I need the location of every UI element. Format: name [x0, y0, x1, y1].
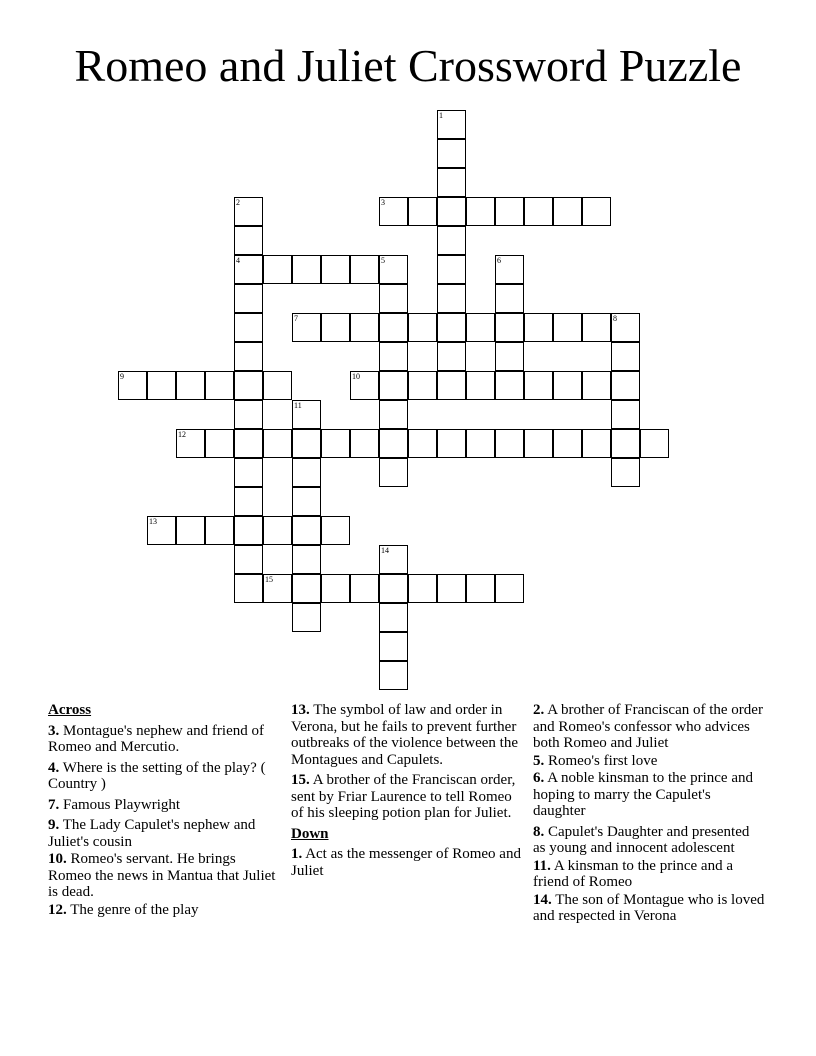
- across-heading: Across: [48, 702, 92, 718]
- clue-text: A noble kinsman to the prince and hoping to marry the Capulet's daughter: [533, 770, 753, 819]
- grid-cell[interactable]: [234, 516, 263, 545]
- across-clue-12: [48, 902, 276, 919]
- clue-text: Capulet's Daughter and presented as young and innocent adolescent: [533, 823, 750, 856]
- grid-cell[interactable]: [437, 139, 466, 168]
- grid-cell[interactable]: [495, 197, 524, 226]
- grid-cell[interactable]: [553, 313, 582, 342]
- grid-cell[interactable]: [234, 284, 263, 313]
- grid-cell[interactable]: [292, 458, 321, 487]
- clue-text: Where is the setting of the play? ( Country ): [48, 759, 266, 792]
- grid-cell[interactable]: [611, 313, 640, 342]
- grid-cell[interactable]: [147, 371, 176, 400]
- grid-cell[interactable]: [176, 371, 205, 400]
- grid-cell[interactable]: [379, 255, 408, 284]
- grid-cell[interactable]: [553, 371, 582, 400]
- grid-cell[interactable]: [234, 226, 263, 255]
- grid-cell[interactable]: [611, 429, 640, 458]
- grid-cell[interactable]: [234, 429, 263, 458]
- clue-number: 12.: [48, 901, 67, 918]
- grid-cell[interactable]: [292, 429, 321, 458]
- cell-number: 12: [178, 430, 186, 439]
- grid-cell[interactable]: [379, 458, 408, 487]
- clue-number: 14.: [533, 891, 552, 908]
- grid-cell[interactable]: [524, 429, 553, 458]
- across-clue-7: [48, 797, 276, 814]
- grid-cell[interactable]: [582, 429, 611, 458]
- grid-cell[interactable]: [234, 487, 263, 516]
- grid-cell[interactable]: [408, 429, 437, 458]
- grid-cell[interactable]: [495, 342, 524, 371]
- clue-text: Famous Playwright: [63, 796, 181, 813]
- grid-cell[interactable]: [263, 574, 292, 603]
- grid-cell[interactable]: [437, 226, 466, 255]
- grid-cell[interactable]: [640, 429, 669, 458]
- grid-cell[interactable]: [611, 400, 640, 429]
- grid-cell[interactable]: [437, 313, 466, 342]
- grid-cell[interactable]: [437, 197, 466, 226]
- grid-cell[interactable]: [553, 429, 582, 458]
- grid-cell[interactable]: [205, 371, 234, 400]
- cell-number: 13: [149, 517, 157, 526]
- clues-column-1: [48, 702, 276, 922]
- clue-text: The Lady Capulet's nephew and Juliet's cousin: [48, 817, 256, 850]
- grid-cell[interactable]: [118, 371, 147, 400]
- grid-cell[interactable]: [350, 255, 379, 284]
- cell-number: 7: [294, 314, 298, 323]
- grid-cell[interactable]: [234, 574, 263, 603]
- grid-cell[interactable]: [292, 255, 321, 284]
- grid-cell[interactable]: [379, 632, 408, 661]
- clue-number: 4.: [48, 759, 60, 776]
- grid-cell[interactable]: [379, 313, 408, 342]
- grid-cell[interactable]: [350, 371, 379, 400]
- grid-cell[interactable]: [524, 197, 553, 226]
- across-clue-15: [291, 772, 521, 822]
- clue-number: 11.: [533, 857, 551, 874]
- clues-column-3: [533, 702, 765, 929]
- clue-text: A brother of Franciscan of the order and Romeo's confessor who advices both Romeo and Juliet: [533, 702, 763, 751]
- grid-cell[interactable]: [495, 255, 524, 284]
- grid-cell[interactable]: [379, 284, 408, 313]
- across-clue-10: [48, 851, 276, 901]
- cell-number: 14: [381, 546, 389, 555]
- clue-number: 3.: [48, 722, 60, 739]
- grid-cell[interactable]: [321, 574, 350, 603]
- grid-cell[interactable]: [495, 284, 524, 313]
- across-clue-4: [48, 760, 276, 793]
- grid-cell[interactable]: [234, 458, 263, 487]
- grid-cell[interactable]: [292, 574, 321, 603]
- clue-text: Montague's nephew and friend of Romeo and Mercutio.: [48, 722, 264, 755]
- down-clue-8: [533, 824, 765, 857]
- clue-text: Romeo's first love: [548, 752, 658, 769]
- grid-cell[interactable]: [437, 110, 466, 139]
- grid-cell[interactable]: [379, 603, 408, 632]
- clue-number: 7.: [48, 796, 60, 813]
- down-clue-5: [533, 753, 765, 770]
- down-clue-2: [533, 702, 765, 752]
- grid-cell[interactable]: [437, 429, 466, 458]
- cell-number: 2: [236, 198, 240, 207]
- grid-cell[interactable]: [379, 429, 408, 458]
- clue-text: The symbol of law and order in Verona, but he fails to prevent further outbreaks of the violence between the Montagues and Capulets.: [291, 702, 518, 768]
- down-clue-1: [291, 846, 521, 879]
- grid-cell[interactable]: [437, 255, 466, 284]
- grid-cell[interactable]: [379, 574, 408, 603]
- grid-cell[interactable]: [495, 429, 524, 458]
- down-clue-6: [533, 770, 765, 820]
- grid-cell[interactable]: [524, 313, 553, 342]
- cell-number: 15: [265, 575, 273, 584]
- grid-cell[interactable]: [437, 284, 466, 313]
- grid-cell[interactable]: [379, 371, 408, 400]
- grid-cell[interactable]: [582, 371, 611, 400]
- grid-cell[interactable]: [379, 545, 408, 574]
- cell-number: 8: [613, 314, 617, 323]
- grid-cell[interactable]: [205, 516, 234, 545]
- cell-number: 3: [381, 198, 385, 207]
- grid-cell[interactable]: [292, 603, 321, 632]
- grid-cell[interactable]: [611, 342, 640, 371]
- clue-text: The son of Montague who is loved and respected in Verona: [533, 891, 765, 924]
- across-clue-3: [48, 723, 276, 756]
- across-clue-13: [291, 702, 521, 768]
- cell-number: 5: [381, 256, 385, 265]
- grid-cell[interactable]: [437, 574, 466, 603]
- grid-cell[interactable]: [176, 429, 205, 458]
- grid-cell[interactable]: [350, 429, 379, 458]
- grid-cell[interactable]: [466, 429, 495, 458]
- clue-number: 15.: [291, 772, 310, 788]
- grid-cell[interactable]: [292, 400, 321, 429]
- cell-number: 11: [294, 401, 302, 410]
- grid-cell[interactable]: [408, 574, 437, 603]
- grid-cell[interactable]: [466, 197, 495, 226]
- clue-number: 2.: [533, 702, 545, 718]
- grid-cell[interactable]: [611, 371, 640, 400]
- grid-cell[interactable]: [234, 545, 263, 574]
- down-heading: Down: [291, 825, 329, 842]
- grid-cell[interactable]: [582, 197, 611, 226]
- grid-cell[interactable]: [176, 516, 205, 545]
- grid-cell[interactable]: [437, 168, 466, 197]
- grid-cell[interactable]: [234, 400, 263, 429]
- grid-cell[interactable]: [437, 342, 466, 371]
- clue-number: 13.: [291, 702, 310, 718]
- grid-cell[interactable]: [379, 197, 408, 226]
- grid-cell[interactable]: [234, 371, 263, 400]
- grid-cell[interactable]: [350, 313, 379, 342]
- grid-cell[interactable]: [408, 197, 437, 226]
- clue-text: Romeo's servant. He brings Romeo the news in Mantua that Juliet is dead.: [48, 851, 276, 900]
- grid-cell[interactable]: [321, 313, 350, 342]
- grid-cell[interactable]: [582, 313, 611, 342]
- page-title: Romeo and Juliet Crossword Puzzle: [74, 40, 742, 91]
- grid-cell[interactable]: [263, 516, 292, 545]
- grid-cell[interactable]: [234, 197, 263, 226]
- clue-number: 1.: [291, 846, 303, 862]
- cell-number: 9: [120, 372, 124, 381]
- down-clue-11: [533, 858, 765, 891]
- grid-cell[interactable]: [234, 342, 263, 371]
- grid-cell[interactable]: [292, 516, 321, 545]
- grid-cell[interactable]: [292, 313, 321, 342]
- clue-text: Act as the messenger of Romeo and Juliet: [291, 846, 521, 879]
- clue-number: 6.: [533, 770, 545, 786]
- grid-cell[interactable]: [234, 255, 263, 284]
- cell-number: 1: [439, 111, 443, 120]
- grid-cell[interactable]: [437, 371, 466, 400]
- grid-cell[interactable]: [205, 429, 234, 458]
- grid-cell[interactable]: [408, 313, 437, 342]
- grid-cell[interactable]: [611, 458, 640, 487]
- cell-number: 10: [352, 372, 360, 381]
- clue-number: 10.: [48, 851, 67, 867]
- clues-column-2: [291, 702, 521, 883]
- grid-cell[interactable]: [495, 371, 524, 400]
- grid-cell[interactable]: [234, 313, 263, 342]
- clue-number: 9.: [48, 817, 60, 833]
- grid-cell[interactable]: [292, 487, 321, 516]
- clue-text: A brother of the Franciscan order, sent by Friar Laurence to tell Romeo of his sleeping potion plan for Juliet.: [291, 772, 516, 821]
- clue-number: 5.: [533, 752, 545, 769]
- grid-cell[interactable]: [524, 371, 553, 400]
- grid-cell[interactable]: [408, 371, 437, 400]
- clue-number: 8.: [533, 823, 545, 840]
- grid-cell[interactable]: [292, 545, 321, 574]
- cell-number: 6: [497, 256, 501, 265]
- across-clue-9: [48, 817, 276, 850]
- clue-text: A kinsman to the prince and a friend of Romeo: [533, 857, 733, 890]
- cell-number: 4: [236, 256, 240, 265]
- grid-cell[interactable]: [466, 313, 495, 342]
- grid-cell[interactable]: [466, 574, 495, 603]
- down-clue-14: [533, 892, 765, 925]
- grid-cell[interactable]: [553, 197, 582, 226]
- grid-cell[interactable]: [350, 574, 379, 603]
- grid-cell[interactable]: [379, 342, 408, 371]
- grid-cell[interactable]: [495, 313, 524, 342]
- grid-cell[interactable]: [321, 255, 350, 284]
- grid-cell[interactable]: [263, 371, 292, 400]
- grid-cell[interactable]: [263, 255, 292, 284]
- grid-cell[interactable]: [321, 429, 350, 458]
- grid-cell[interactable]: [263, 429, 292, 458]
- clue-text: The genre of the play: [70, 901, 199, 918]
- grid-cell[interactable]: [379, 661, 408, 690]
- grid-cell[interactable]: [321, 516, 350, 545]
- grid-cell[interactable]: [466, 371, 495, 400]
- grid-cell[interactable]: [495, 574, 524, 603]
- grid-cell[interactable]: [147, 516, 176, 545]
- grid-cell[interactable]: [379, 400, 408, 429]
